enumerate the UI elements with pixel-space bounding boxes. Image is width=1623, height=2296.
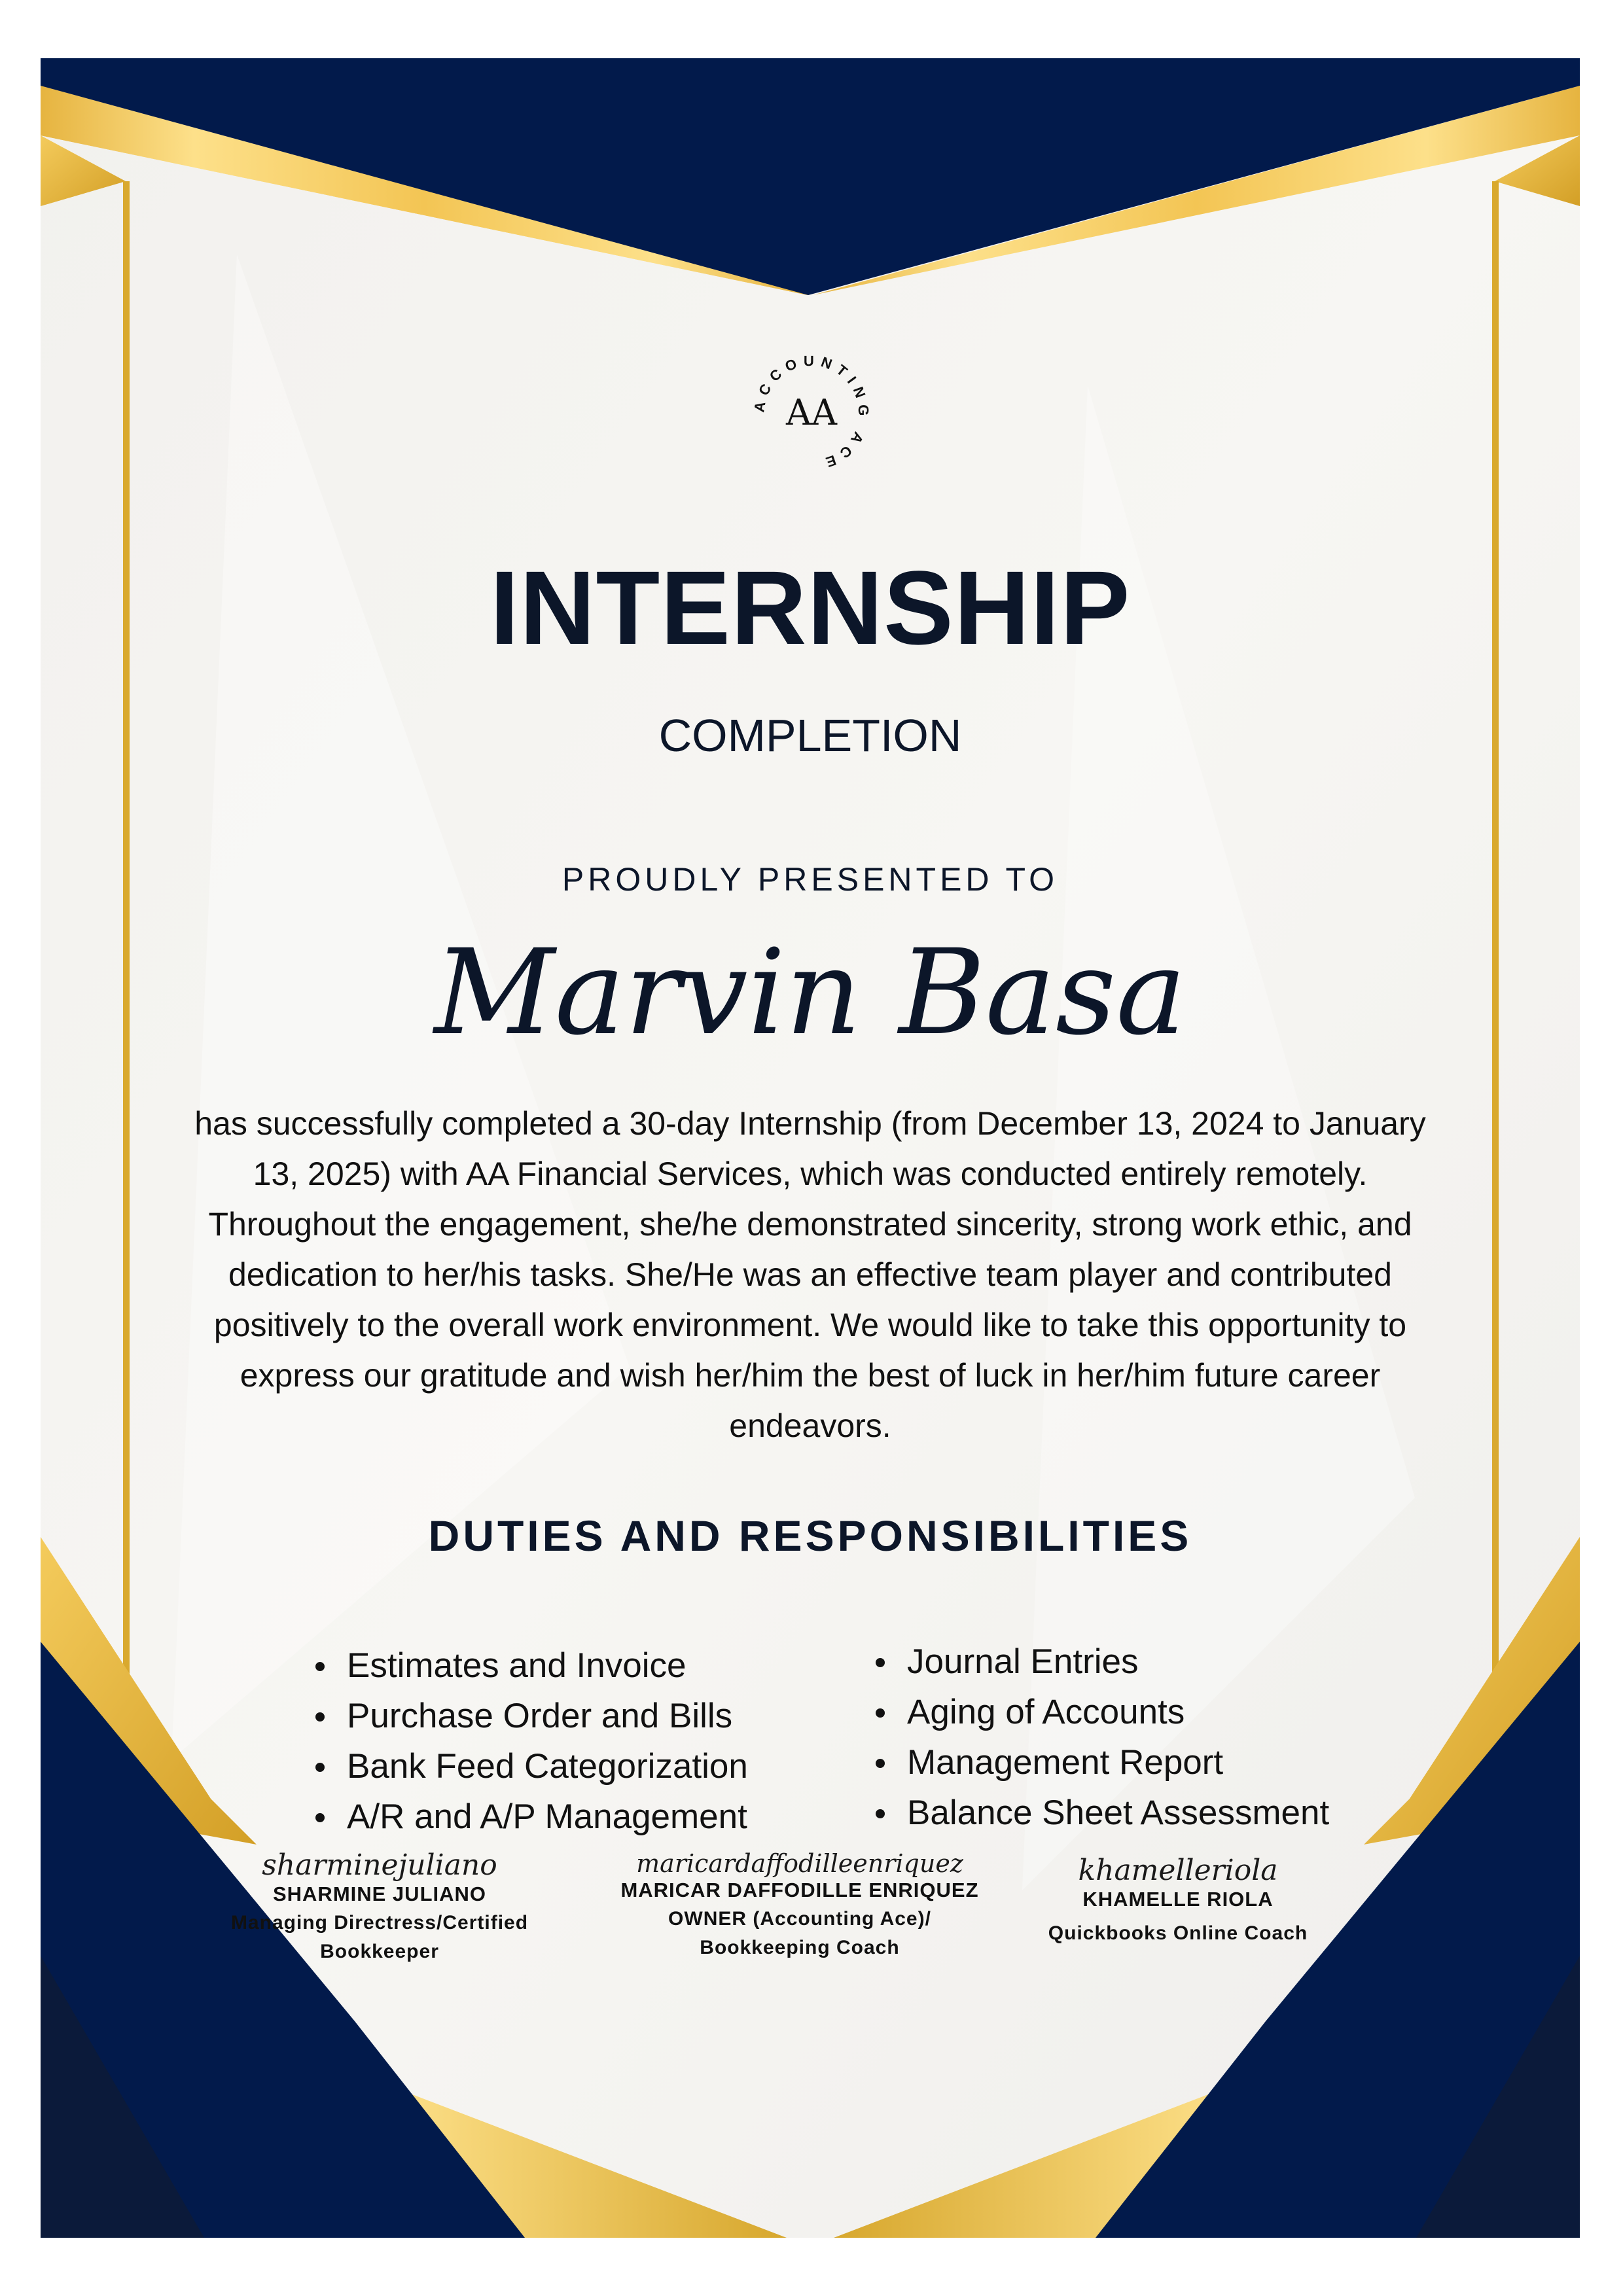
signatory-sharmine	[209, 1848, 550, 1966]
signatory-maricar	[616, 1851, 983, 1962]
signatory-role: Bookkeeping Coach	[700, 1937, 900, 1958]
certificate-body: has successfully completed a 30-day Internship (from December 13, 2024 to January 13, 2025) with AA Financial Services, which was conducted entirely remotely. Throughout the engagement, she/he demonstrated sincerity, strong work ethic, and dedication to her/his tasks. She/He was an effective team player and contributed positively to the overall work environment. We would like to take this opportunity to express our gratitude and wish her/him the best of luck in her/him future career endeavors.	[194, 1105, 1426, 1444]
signatory-role: Managing Directress/Certified	[230, 1912, 529, 1934]
signatory-name: SHARMINE JULIANO	[272, 1882, 486, 1905]
duty-item: Journal Entries	[870, 1636, 1329, 1687]
duties-list-right	[870, 1636, 1329, 1838]
accounting-ace-logo	[746, 347, 877, 478]
duties-list-left	[310, 1640, 748, 1842]
signature-sharmine: sharminejuliano	[262, 1848, 497, 1882]
presented-label: PROUDLY PRESENTED TO	[562, 861, 1059, 898]
signatory-khamelle	[1027, 1856, 1329, 1948]
duty-item: Aging of Accounts	[870, 1687, 1329, 1737]
certificate-content	[41, 58, 1580, 2238]
certificate-page	[41, 58, 1580, 2238]
duty-item: Management Report	[870, 1737, 1329, 1788]
duty-item: Estimates and Invoice	[310, 1640, 748, 1691]
signatory-name: KHAMELLE RIOLA	[1082, 1888, 1274, 1911]
signatory-role: Bookkeeper	[320, 1941, 439, 1962]
signatory-name: MARICAR DAFFODILLE ENRIQUEZ	[620, 1879, 979, 1901]
logo-monogram: AA	[786, 392, 837, 433]
signatory-role: Quickbooks Online Coach	[1048, 1922, 1308, 1944]
duty-item: Purchase Order and Bills	[310, 1691, 748, 1741]
duties-heading: DUTIES AND RESPONSIBILITIES	[428, 1511, 1192, 1560]
signatory-role: OWNER (Accounting Ace)/	[668, 1908, 931, 1930]
certificate-subtitle: COMPLETION	[658, 710, 962, 761]
recipient-name: Marvin Basa	[434, 925, 1186, 1061]
duty-item: Bank Feed Categorization	[310, 1741, 748, 1792]
certificate-title: INTERNSHIP	[490, 549, 1131, 666]
duty-item: A/R and A/P Management	[310, 1792, 748, 1842]
signature-maricar: maricardaffodilleenriquez	[636, 1849, 963, 1878]
signature-khamelle: khamelleriola	[1078, 1854, 1278, 1887]
duty-item: Balance Sheet Assessment	[870, 1788, 1329, 1838]
logo-ring-text: ACCOUNTING ACE	[751, 352, 872, 472]
